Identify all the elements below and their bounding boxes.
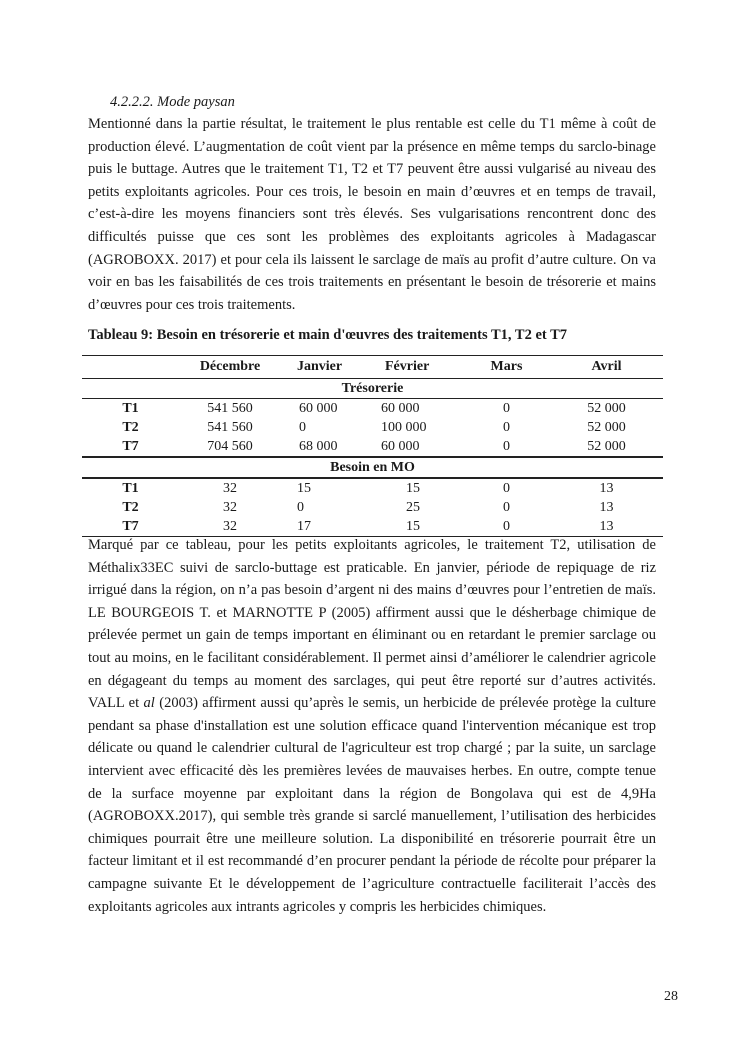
paragraph-2-text-end: (2003) affirment aussi qu’après le semis, un herbicide de prélevée protège la culture pendant sa phase d'installation est une solution efficace quand l'intervention mécanique est trop délicate ou quand le calendrier cultural de l'agriculteur est trop chargé ; par la suite, un sarclage intervient avec efficacité dès les premières levées de mauvaises herbes. En outre, compte tenue de la surface moyenne par exploitant dans la région de Bongolava qui est de 4,9Ha (AGROBOXX.2017), qui semble très grande si sarclé manuellement, l’utilisation des herbicides chimiques pourrait être une meilleure solution. La disponibilité en trésorerie pourrait être un facteur limitant et il est recommandé d’en procurer pendant la période de récolte pour préparer la campagne suivante Et le développement de l’agriculture contractuelle faciliterait l’accès des exploitants agricoles aux intrants agricoles y compris les herbicides chimiques.	[88, 695, 656, 915]
table-cell: 15	[363, 517, 463, 537]
table-cell: 52 000	[587, 420, 626, 435]
paragraph-1: Mentionné dans la partie résultat, le traitement le plus rentable est celle du T1 même à coût de production élevé. L’augmentation de coût vient par la présence en même temps du sarclo-binage puis le buttage. Autres que le traitement T1, T2 et T7 peuvent être aussi vulgarisé au niveau des petits exploitants agricoles. Pour ces trois, le besoin en main d’œuvres et en temps de travail, c’est-à-dire les moyens financiers sont très élevés. Ses vulgarisations rencontrent donc des difficultés puisse que ces sont les problèmes des exploitants agricoles à Madagascar (AGROBOXX. 2017) et pour cela ils laissent le sarclage de maïs au profit d’autre culture. On va voir en bas les faisabilités de ces trois traitements en présentant le besoin de trésorerie et mains d’œuvres pour ces trois traitements.	[88, 116, 656, 313]
table-cell: 0	[503, 500, 510, 515]
table-cell: 704 560	[207, 439, 253, 454]
paragraph-2	[88, 534, 656, 918]
row-label: T1	[122, 401, 139, 416]
header-janvier: Janvier	[281, 356, 363, 379]
table-cell: 0	[463, 517, 550, 537]
table-cell: 60 000	[299, 401, 338, 416]
paragraph-2-text-start: Marqué par ce tableau, pour les petits exploitants agricoles, le traitement T2, utilisation de Méthalix33EC suivi de sarclo-buttage est praticable. En janvier, période de repiquage de riz irrigué dans la région, on n’a pas besoin d’argent ni des mains d’œuvres pour l’entretien de maïs. LE BOURGEOIS T. et MARNOTTE P (2005) affirment aussi que le désherbage chimique de prélevée permet un gain de temps important en éliminant ou en retardant le premier sarclage ou tout au moins, en le facilitant considérablement. Il permet ainsi d’améliorer le calendrier agricole en dégageant du temps au moment des sarclages, qui peut être reporté sur d’autres activités. VALL et	[88, 537, 656, 712]
table-cell: 13	[550, 517, 663, 537]
table-cell: 17	[281, 517, 363, 537]
table-cell: 0	[503, 439, 510, 454]
data-table	[82, 355, 663, 537]
table-cell: 32	[179, 517, 281, 537]
header-mars: Mars	[463, 356, 550, 379]
paragraph-2-italic: al	[143, 695, 155, 712]
section-row-besoin-mo	[82, 457, 663, 478]
header-fevrier: Février	[363, 356, 463, 379]
table-cell: 541 560	[207, 401, 253, 416]
table-row	[82, 418, 663, 437]
table-cell: 13	[599, 500, 614, 515]
header-empty	[82, 356, 179, 379]
table-cell: 68 000	[299, 439, 338, 454]
table-header-row	[82, 356, 663, 379]
table-cell: 25	[406, 500, 420, 515]
header-avril: Avril	[550, 356, 663, 379]
section-title: Besoin en MO	[82, 457, 663, 478]
section-heading: 4.2.2.2. Mode paysan	[110, 94, 235, 110]
table-cell: 60 000	[381, 401, 420, 416]
row-label: T2	[122, 420, 139, 435]
section-row-tresorerie	[82, 379, 663, 399]
table-cell: 0	[299, 420, 306, 435]
table-caption: Tableau 9: Besoin en trésorerie et main d'œuvres des traitements T1, T2 et T7	[88, 327, 568, 343]
table-cell: 0	[297, 500, 304, 515]
header-decembre: Décembre	[179, 356, 281, 379]
row-label: T7	[82, 517, 179, 537]
table-cell: 541 560	[207, 420, 253, 435]
table-row	[82, 498, 663, 517]
table-cell: 0	[503, 481, 510, 496]
page-number: 28	[664, 989, 678, 1004]
table-cell: 32	[223, 500, 237, 515]
row-label: T2	[122, 500, 139, 515]
table-cell: 13	[599, 481, 614, 496]
table-cell: 15	[406, 481, 420, 496]
table-row	[82, 399, 663, 419]
table-row	[82, 478, 663, 498]
table-row	[82, 437, 663, 457]
table-cell: 60 000	[381, 439, 420, 454]
section-title: Trésorerie	[82, 379, 663, 399]
table-cell: 100 000	[381, 420, 427, 435]
table-cell: 0	[503, 420, 510, 435]
table-cell: 52 000	[587, 439, 626, 454]
table-cell: 15	[297, 481, 311, 496]
table-cell: 0	[503, 401, 510, 416]
table-cell: 52 000	[587, 401, 626, 416]
row-label: T7	[122, 439, 139, 454]
table-cell: 32	[223, 481, 237, 496]
row-label: T1	[122, 481, 139, 496]
